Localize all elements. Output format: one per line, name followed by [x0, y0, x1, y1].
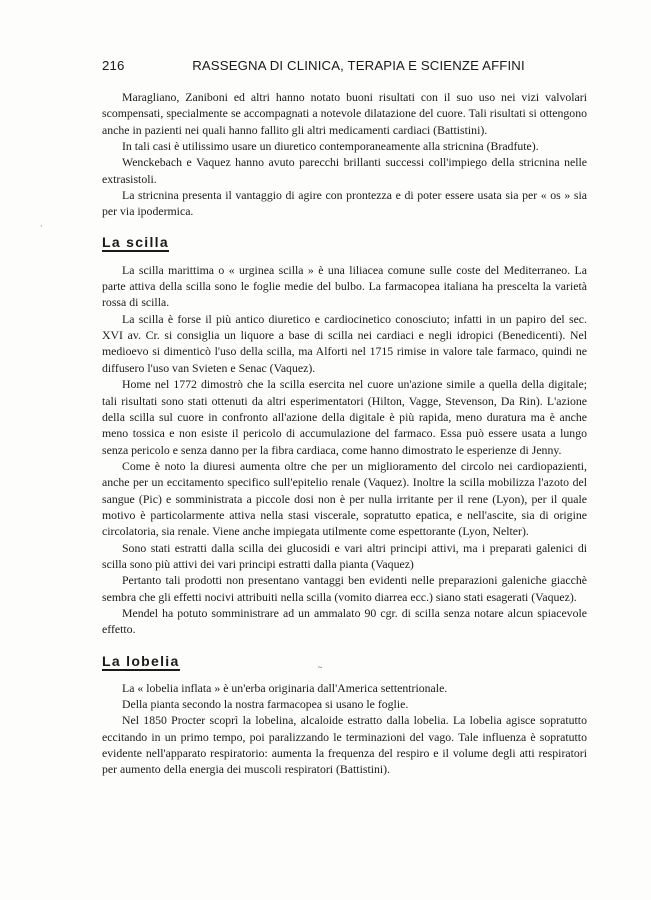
print-speck: ~ [318, 663, 323, 672]
paragraph: Pertanto tali prodotti non presentano vantaggi ben evidenti nelle preparazioni galeniche giacchè sembra che gli effetti nocivi attribuiti nella scilla (vomito diarrea ecc.) siano stati esagerati (Vaquez). [102, 573, 587, 604]
paragraph: Nel 1850 Procter scoprì la lobelina, alcaloide estratto dalla lobelia. La lobelia agisce sopratutto eccitando in un primo tempo, poi paralizzando le terminazioni del vago. Tale influenza è sopratutto evidente nell'apparato respiratorio: aumenta la frequenza del respiro e il volume degli atti respiratori per aumento della energia dei muscoli respiratori (Battistini). [102, 713, 587, 777]
section-scilla-body [102, 262, 587, 638]
section-heading-scilla [102, 234, 587, 252]
paragraph: La stricnina presenta il vantaggio di agire con prontezza e di poter essere usata sia per « os » sia per via ipodermica. [102, 188, 587, 219]
paragraph: Mendel ha potuto somministrare ad un ammalato 90 cgr. di scilla senza notare alcun spiacevole effetto. [102, 605, 587, 637]
journal-title: RASSEGNA DI CLINICA, TERAPIA E SCIENZE AFFINI [192, 58, 525, 73]
section-lobelia-body [102, 680, 587, 778]
paragraph: Maragliano, Zaniboni ed altri hanno notato buoni risultati con il suo uso nei vizi valvolari scompensati, specialmente se accompagnati a notevole dilatazione del cuore. Tali risultati si ottengono anche in pazienti nei quali hanno fallito gli altri medicamenti cardiaci (Battistini). [102, 90, 587, 137]
paragraph: Wenckebach e Vaquez hanno avuto parecchi brillanti successi coll'impiego della stricnina nelle extrasistoli. [102, 155, 587, 186]
intro-text [102, 89, 587, 220]
print-speck: · [40, 222, 43, 231]
paragraph: La scilla è forse il più antico diuretico e cardiocinetico conosciuto; infatti in un papiro del sec. XVI av. Cr. si consiglia un liquore a base di scilla nei cardiaci e negli idropici (Benedicenti). Nel medioevo si dimenticò l'uso della scilla, ma Alforti nel 1715 rimise in valore tale farmaco, quindi ne diffusero l'uso van Svieten e Senac (Vaquez). [102, 311, 587, 375]
section-heading-lobelia [102, 653, 587, 671]
paragraph: La « lobelia inflata » è un'erba originaria dall'America settentrionale. [122, 680, 448, 695]
page [102, 58, 587, 778]
paragraph: Home nel 1772 dimostrò che la scilla esercita nel cuore un'azione simile a quella della digitale; tali risultati sono stati ottenuti da altri esperimentatori (Hilton, Vagge, Stevenson, Da Rin). L'azione della scilla sul cuore in confronto all'azione della digitale è più rapida, meno duratura ma è anche meno tossica e non esiste il pericolo di accumulazione del farmaco. Essa può essere usata a lungo senza pericolo e senza danno per la fibra cardiaca, come hanno dimostrato le esperienze di Jenny. [102, 377, 587, 457]
section-title: La lobelia [102, 652, 180, 669]
section-title: La scilla [102, 233, 169, 250]
paragraph: Sono stati estratti dalla scilla dei glucosidi e vari altri principi attivi, ma i preparati galenici di scilla sono più attivi dei vari principi estratti dalla pianta (Vaquez) [102, 540, 587, 571]
paragraph: Come è noto la diuresi aumenta oltre che per un miglioramento del circolo nei cardiopazienti, anche per un eccitamento specifico sull'epitelio renale (Vaquez). Inoltre la scilla mobilizza l'azoto del sangue (Pic) e somministrata a piccole dosi non è per nulla irritante per il rene (Lyon), per il quale motivo è particolarmente attiva nella stasi viscerale, sopratutto epatica, e nell'ascite, sia di origine circolatoria, sia renale. Viene anche impiegata utilmente come espettorante (Lyon, Nelter). [102, 458, 587, 539]
paragraph: La scilla marittima o « urginea scilla » è una liliacea comune sulle coste del Mediterraneo. La parte attiva della scilla sono le foglie medie del bulbo. La farmacopea italiana ha prescelta la varietà rossa di scilla. [102, 262, 587, 310]
running-header [102, 58, 587, 73]
paragraph: Della pianta secondo la nostra farmacopea si usano le foglie. [122, 697, 409, 711]
paragraph: In tali casi è utilissimo usare un diuretico contemporaneamente alla stricnina (Bradfute). [122, 139, 539, 154]
page-number: 216 [102, 58, 125, 73]
